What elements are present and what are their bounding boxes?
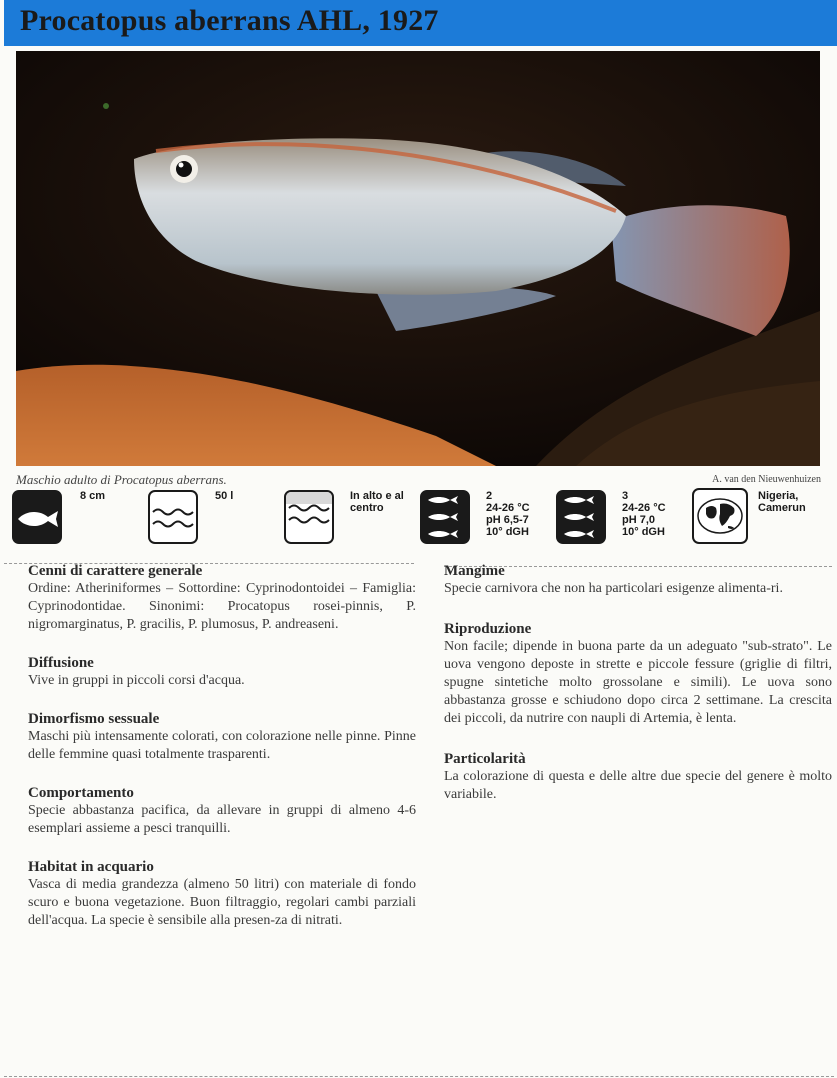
- section-body: Ordine: Atheriniformes – Sottordine: Cyprinodontoidei – Famiglia: Cyprinodontidae. Sinonimi: Procatopus rosei-pinnis, P. nigromarginatus, P. gracilis, P. plumosus, P. andreaseni.: [28, 581, 416, 632]
- section-heading: Comportamento: [28, 785, 134, 801]
- section-body: La colorazione di questa e delle altre due specie del genere è molto variabile.: [444, 769, 832, 802]
- section-heading: Habitat in acquario: [28, 859, 154, 875]
- water-params-2: [622, 490, 666, 538]
- water-1-line-3: pH 6,5-7: [486, 514, 529, 526]
- water-2-line-2: 24-26 °C: [622, 502, 666, 514]
- water-2-line-1: 3: [622, 490, 629, 502]
- tank-volume-text: 50 l: [215, 490, 234, 502]
- section-distribution: [28, 654, 416, 690]
- origin-line-2: Camerun: [758, 502, 806, 514]
- section-body: Maschi più intensamente colorati, con colorazione nelle pinne. Pinne delle femmine quasi totalmente trasparenti.: [28, 729, 416, 762]
- water-1-line-4: 10° dGH: [486, 526, 529, 538]
- right-column: [444, 562, 832, 826]
- swimming-zone-text: In alto e al centro: [350, 490, 404, 514]
- title-bar: [4, 0, 837, 46]
- fish-school-icon: [420, 490, 470, 544]
- section-food: [444, 562, 832, 598]
- section-heading: Particolarità: [444, 751, 526, 767]
- photo-caption: Maschio adulto di Procatopus aberrans.: [16, 472, 227, 487]
- page-title: Procatopus aberrans AHL, 1927: [20, 4, 439, 37]
- section-general: [28, 562, 416, 634]
- water-1-line-1: 2: [486, 490, 493, 502]
- section-body: Non facile; dipende in buona parte da un adeguato "sub-strato". Le uova vengono deposte in strette e piccole fessure (griglie di filtri, spugne sintetiche molto grossolane e simili). Le uova sono abbastanza grosse e schiudono dopo circa 2 settimane. La crescita dei piccoli, da nutrire con naupli di Artemia, è lenta.: [444, 639, 832, 726]
- fish-photo: [16, 51, 820, 466]
- section-heading: Mangime: [444, 563, 505, 579]
- origin-text: [758, 490, 806, 514]
- section-heading: Diffusione: [28, 655, 94, 671]
- size-text: 8 cm: [80, 490, 106, 502]
- globe-icon: [692, 488, 748, 544]
- section-body: Vive in gruppi in piccoli corsi d'acqua.: [28, 673, 245, 688]
- swimming-zone-icon: [284, 490, 334, 544]
- section-behavior: [28, 784, 416, 838]
- photo-credit: A. van den Nieuwenhuizen: [712, 474, 821, 485]
- section-reproduction: [444, 620, 832, 728]
- left-column: [28, 562, 416, 946]
- section-body: Specie abbastanza pacifica, da allevare in gruppi di almeno 4-6 esemplari assieme a pesci tranquilli.: [28, 803, 416, 836]
- fish-size-icon: [12, 490, 62, 544]
- water-1-line-2: 24-26 °C: [486, 502, 530, 514]
- section-body: Specie carnivora che non ha particolari esigenze alimenta-ri.: [444, 581, 783, 596]
- section-habitat: [28, 858, 416, 930]
- section-heading: Dimorfismo sessuale: [28, 711, 160, 727]
- divider-bottom: [4, 1076, 834, 1077]
- section-body: Vasca di media grandezza (almeno 50 litri) con materiale di fondo scuro e buona vegetazione. Buon filtraggio, regolari cambi parziali dell'acqua. La specie è sensibile alla presen-za di nitrati.: [28, 877, 416, 928]
- section-heading: Cenni di carattere generale: [28, 563, 203, 579]
- section-particularities: [444, 750, 832, 804]
- water-2-line-4: 10° dGH: [622, 526, 665, 538]
- section-dimorphism: [28, 710, 416, 764]
- water-params-1: [486, 490, 530, 538]
- fish-school-icon: [556, 490, 606, 544]
- origin-line-1: Nigeria,: [758, 490, 799, 502]
- water-2-line-3: pH 7,0: [622, 514, 656, 526]
- section-heading: Riproduzione: [444, 621, 532, 637]
- tank-volume-icon: [148, 490, 198, 544]
